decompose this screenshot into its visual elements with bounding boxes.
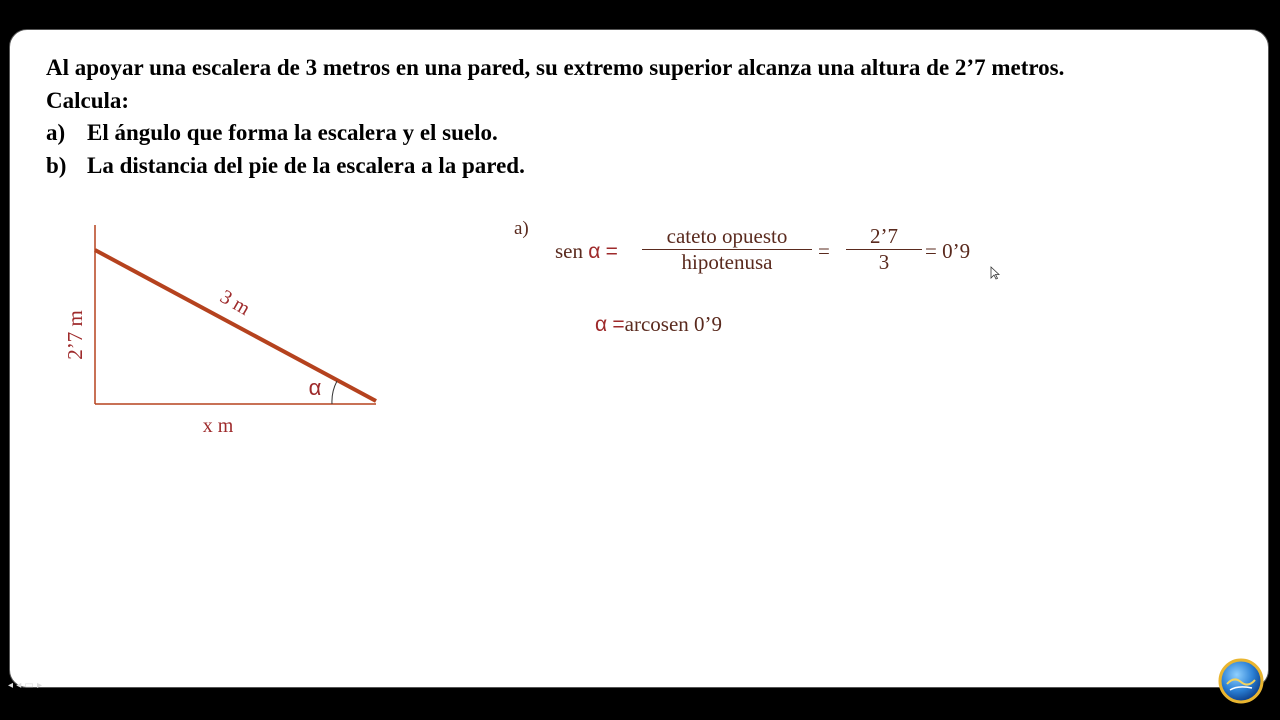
item-a-label: a)	[46, 120, 66, 145]
sen-text: sen	[555, 239, 583, 263]
arcsin-text: arcosen 0’9	[624, 312, 723, 336]
item-a-text: El ángulo que forma la escalera y el suelo.	[87, 120, 498, 145]
equals-sign-4: =	[612, 313, 625, 336]
base-label: x m	[202, 415, 234, 437]
equals-sign-2: =	[818, 239, 830, 263]
arcsin-expression	[595, 312, 722, 337]
fraction-1-numerator: cateto opuesto	[642, 224, 812, 250]
solution-part-label: a)	[514, 218, 529, 239]
ladder-line	[95, 250, 376, 401]
slide	[9, 29, 1269, 688]
fraction-2-denominator: 3	[878, 250, 890, 274]
sen-expression	[555, 239, 618, 264]
result-expression	[925, 239, 970, 264]
fraction-values	[846, 224, 922, 274]
problem-line-2: Calcula:	[46, 87, 130, 113]
item-b-text: La distancia del pie de la escalera a la pared.	[87, 152, 525, 178]
equals-sign-3: =	[925, 239, 937, 263]
alpha-symbol-2: α	[595, 313, 608, 336]
equals-sign-1: =	[605, 240, 618, 263]
result-value: 0’9	[942, 239, 971, 263]
problem-line-1: Al apoyar una escalera de 3 metros en una pared, su extremo superior alcanza una altura de 2’7 metros.	[46, 55, 1065, 80]
alpha-symbol: α	[588, 240, 601, 263]
triangle-diagram	[10, 30, 1269, 688]
angle-label: α	[308, 375, 322, 400]
globe-logo-icon	[1218, 658, 1264, 704]
angle-arc	[332, 381, 337, 404]
faint-slide-controls[interactable]: ◂ ◂ ▭ ▸	[8, 680, 43, 691]
fraction-definition	[642, 224, 812, 274]
mouse-pointer-icon	[990, 266, 1000, 280]
fraction-1-denominator: hipotenusa	[681, 250, 773, 274]
fraction-2-numerator: 2’7	[846, 224, 922, 250]
item-b-label: b)	[46, 152, 67, 178]
height-label: 2’7 m	[63, 310, 87, 360]
hypotenuse-label: 3 m	[216, 285, 254, 320]
